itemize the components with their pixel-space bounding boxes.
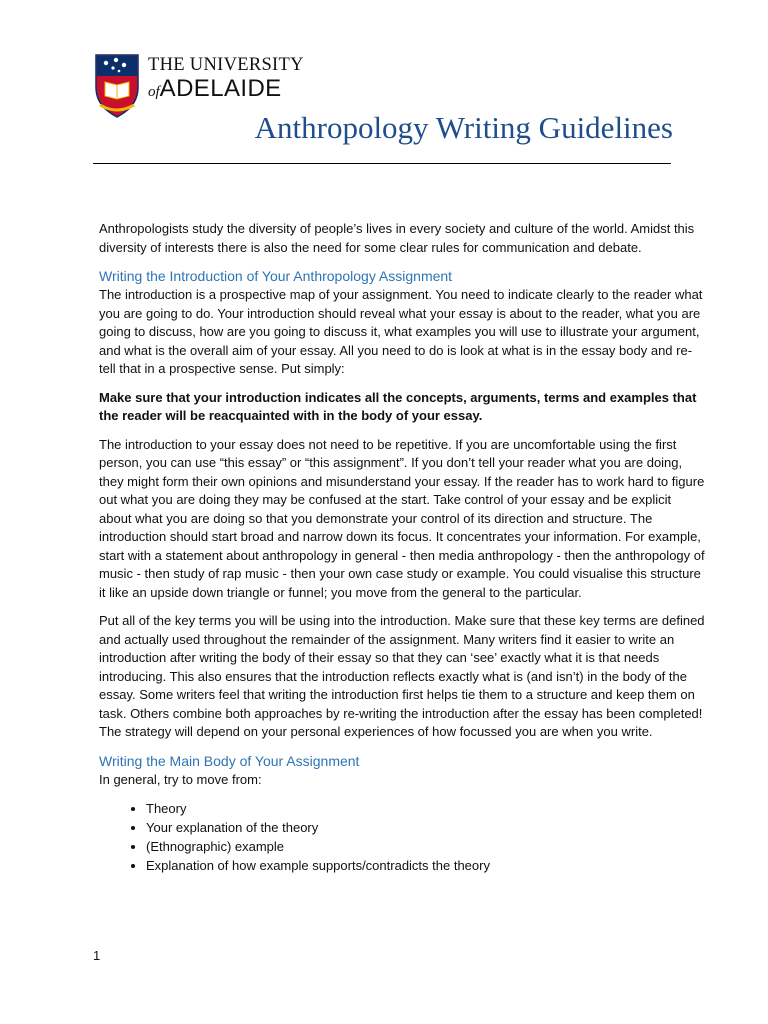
section-heading-main-body: Writing the Main Body of Your Assignment (99, 752, 360, 769)
logo-of-word: of (148, 84, 160, 100)
bullet-list (99, 799, 705, 875)
list-item: • (Ethnographic) example (146, 837, 705, 856)
logo-name-line (148, 75, 282, 103)
intro-paragraph: Anthropologists study the diversity of people’s lives in every society and culture of the world. Amidst this diversity of interests there is also the need for some clear rules for communication and debate. (99, 221, 695, 255)
section-heading-introduction: Writing the Introduction of Your Anthropology Assignment (99, 268, 453, 284)
list-item: • Explanation of how example supports/contradicts the theory (146, 856, 705, 875)
page-number: 1 (93, 948, 101, 963)
title-divider (93, 163, 671, 164)
paragraph: Put all of the key terms you will be using into the introduction. Make sure that these key terms are defined and actually used throughout the remainder of the assignment. Many writers find it easier to write an introduction after writing the body of their essay so that they can ‘see’ exactly what it is that needs introducing. This also ensures that the introduction reflects exactly what is (and isn’t) in the body of the essay. Some writers feel that writing the introduction first helps tie them to a structure and keep them on task. Others combine both approaches by re-writing the introduction after the essay has been completed! The strategy will depend on your personal experiences of how focussed you are when you write. (99, 613, 705, 739)
list-item: • Theory (146, 799, 705, 818)
document-title: Anthropology Writing Guidelines (254, 110, 673, 145)
paragraph: The introduction to your essay does not need to be repetitive. If you are uncomfortable using the first person, you can use “this essay” or “this assignment”. If you don’t tell your reader what you are doing, they might form their own opinions and misunderstand your essay. If the reader has to work hard to figure out what you are doing they may be confused at the start. Take control of your essay and be explicit about what you are doing so that you demonstrate your control of its direction and structure. The introduction should start broad and narrow down its focus. It concentrates your information. For example, start with a statement about anthropology in general - then media anthropology - then the anthropology of music - then study of rap music - then your own case study or example. You could visualise this structure it like an upside down triangle or funnel; you move from the general to the particular. (99, 436, 705, 600)
document-body (99, 220, 705, 875)
bold-paragraph: Make sure that your introduction indicates all the concepts, arguments, terms and examples that the reader will be reacquainted with in the body of your essay. (99, 389, 697, 423)
logo-adelaide-word: ADELAIDE (159, 75, 282, 102)
paragraph: In general, try to move from: (99, 771, 262, 787)
paragraph: The introduction is a prospective map of your assignment. You need to indicate clearly to the reader what you are going to do. Your introduction should reveal what your essay is about to the reader, what you are going to discuss, how are you going to discuss it, what examples you will use to illustrate your argument, and what is the overall aim of your essay. All you need to do is look at what is in the essay body and re-tell that in a prospective sense. Put simply: (99, 287, 703, 376)
logo-university-line: THE UNIVERSITY (148, 55, 304, 75)
list-item: • Your explanation of the theory (146, 818, 705, 837)
